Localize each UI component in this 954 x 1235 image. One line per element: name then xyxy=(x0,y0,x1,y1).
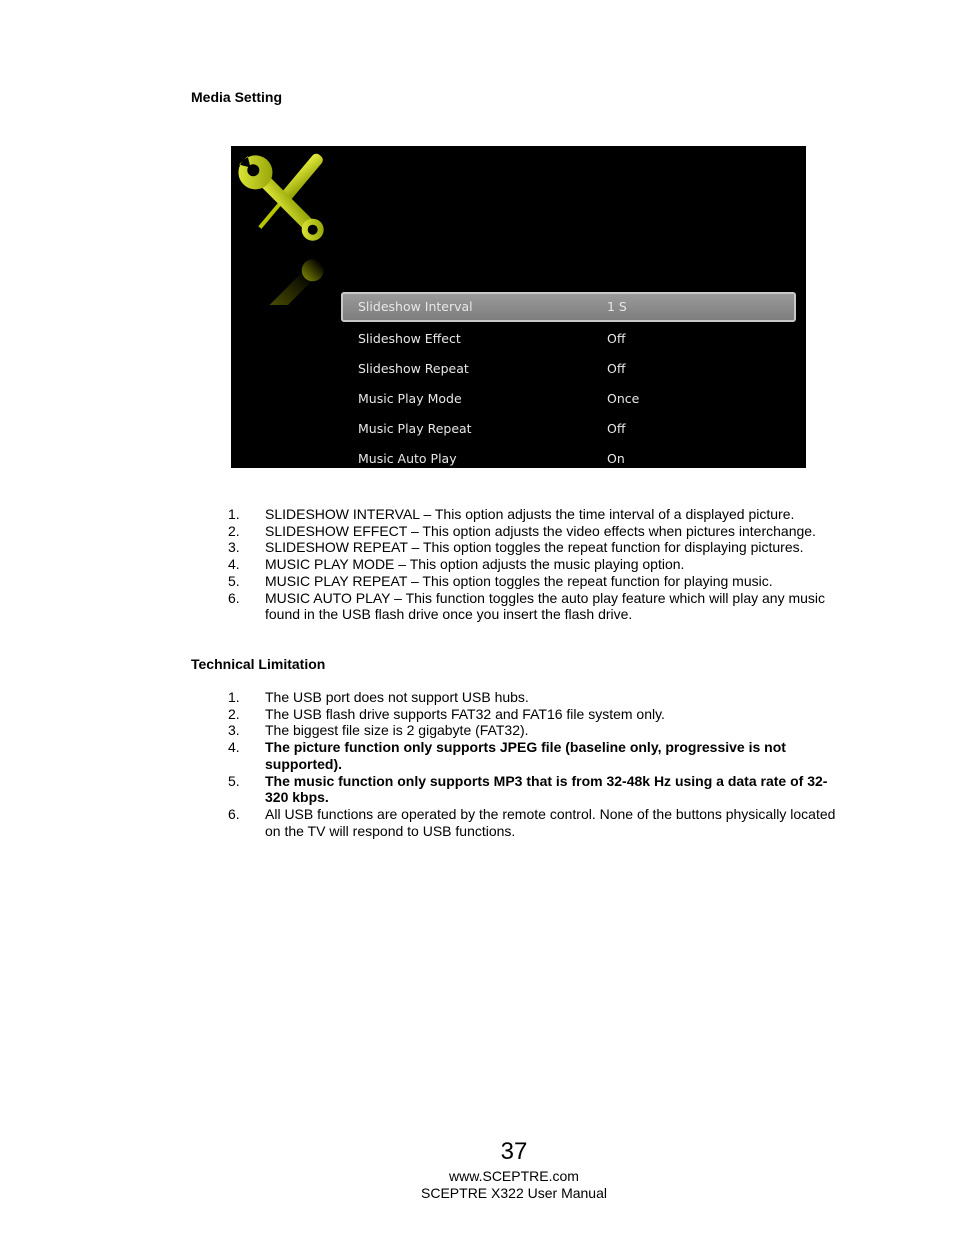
media-settings-menu xyxy=(341,292,796,468)
menu-row-value: Once xyxy=(607,391,640,406)
menu-row-value: Off xyxy=(607,331,626,346)
menu-row-slideshow-effect[interactable] xyxy=(341,324,796,354)
menu-row-slideshow-repeat[interactable] xyxy=(341,354,796,384)
list-item xyxy=(0,539,845,556)
page-number: 37 xyxy=(500,1138,528,1165)
menu-row-label: Music Auto Play xyxy=(358,451,457,466)
menu-row-label: Slideshow Repeat xyxy=(358,361,469,376)
list-item xyxy=(0,556,845,573)
list-number: 2. xyxy=(228,522,240,539)
list-number: 4. xyxy=(228,556,240,573)
technical-limitation-list xyxy=(0,689,845,839)
list-item xyxy=(0,806,845,839)
menu-row-value: Off xyxy=(607,361,626,376)
menu-row-label: Slideshow Effect xyxy=(358,331,461,346)
menu-row-value: 1 S xyxy=(607,299,627,314)
list-number: 5. xyxy=(228,572,240,589)
menu-row-music-play-mode[interactable] xyxy=(341,384,796,414)
list-number: 3. xyxy=(228,722,240,739)
list-text: The picture function only supports JPEG file (baseline only, progressive is not supported). xyxy=(265,739,786,772)
list-text: The USB port does not support USB hubs. xyxy=(265,689,529,705)
list-text: The music function only supports MP3 that is from 32-48k Hz using a data rate of 32-320 kbps. xyxy=(265,772,828,806)
menu-row-value: Off xyxy=(607,421,626,436)
list-item xyxy=(0,590,845,623)
list-item xyxy=(0,506,845,523)
list-item xyxy=(0,739,845,772)
menu-row-label: Music Play Mode xyxy=(358,391,462,406)
list-text: MUSIC AUTO PLAY – This function toggles the auto play feature which will play any music found in the USB flash drive once you insert the flash drive. xyxy=(265,589,826,623)
list-text: SLIDESHOW EFFECT – This option adjusts the video effects when pictures interchange. xyxy=(265,522,816,539)
list-text: SLIDESHOW INTERVAL – This option adjusts the time interval of a displayed picture. xyxy=(265,506,795,522)
list-number: 6. xyxy=(228,589,240,606)
list-text: All USB functions are operated by the remote control. None of the buttons physically located on the TV will respond to USB functions. xyxy=(265,805,836,839)
list-item xyxy=(0,773,845,806)
menu-row-music-auto-play[interactable] xyxy=(341,444,796,468)
list-number: 4. xyxy=(228,739,240,756)
list-item xyxy=(0,706,845,723)
wrench-screwdriver-icon xyxy=(233,150,333,305)
menu-row-label: Music Play Repeat xyxy=(358,421,472,436)
footer-website: www.SCEPTRE.com xyxy=(449,1168,579,1184)
list-text: SLIDESHOW REPEAT – This option toggles the repeat function for displaying pictures. xyxy=(265,539,804,556)
menu-row-value: On xyxy=(607,451,625,466)
list-text: The USB flash drive supports FAT32 and FAT16 file system only. xyxy=(265,705,665,722)
list-text: MUSIC PLAY REPEAT – This option toggles the repeat function for playing music. xyxy=(265,572,773,589)
list-number: 5. xyxy=(228,772,240,789)
list-item xyxy=(0,523,845,540)
list-text: The biggest file size is 2 gigabyte (FAT32). xyxy=(265,722,529,739)
list-text: MUSIC PLAY MODE – This option adjusts the music playing option. xyxy=(265,556,685,573)
list-item xyxy=(0,722,845,739)
list-item xyxy=(0,573,845,590)
list-item xyxy=(0,689,845,706)
list-number: 6. xyxy=(228,805,240,822)
media-setting-heading: Media Setting xyxy=(191,89,283,105)
menu-row-music-play-repeat[interactable] xyxy=(341,414,796,444)
media-setting-list xyxy=(0,506,845,623)
menu-row-slideshow-interval[interactable] xyxy=(341,292,796,322)
menu-row-label: Slideshow Interval xyxy=(358,299,473,314)
list-number: 1. xyxy=(228,689,240,705)
list-number: 2. xyxy=(228,705,240,722)
footer-manual-title: SCEPTRE X322 User Manual xyxy=(421,1185,607,1201)
technical-limitation-heading: Technical Limitation xyxy=(191,656,326,672)
media-setting-menu-screenshot xyxy=(231,146,806,468)
list-number: 1. xyxy=(228,506,240,522)
list-number: 3. xyxy=(228,539,240,556)
